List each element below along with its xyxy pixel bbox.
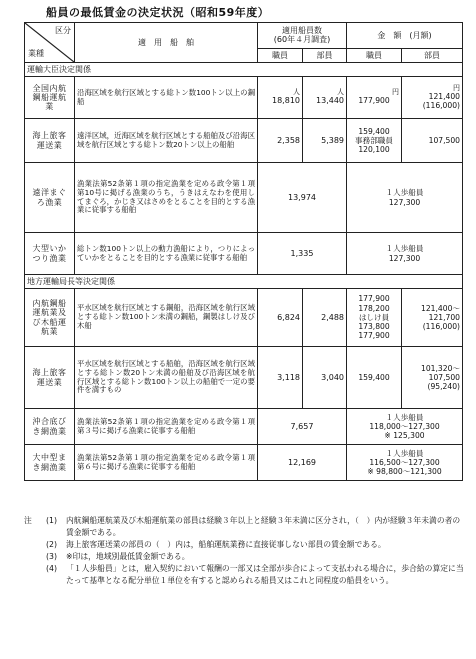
section-label: 地方運輸局長等決定関係	[25, 275, 463, 289]
count-value: 13,440	[316, 96, 345, 106]
header-gyoshu: 業種	[28, 49, 44, 59]
note-text: 「１人歩船員」とは，雇入契約において報酬の一部又は全部が歩合によって支払われる場合に，歩合給の算定に当たって基準となる配分単位１単位を有すると認められる船員又はこれと同程度の船員をいう。	[66, 564, 464, 586]
sector-cell: 沖合底び き網漁業	[25, 409, 75, 445]
note-number: (2)	[46, 540, 58, 550]
sector-cell: 遠洋まぐ ろ漁業	[25, 163, 75, 233]
note-label	[24, 551, 46, 563]
count-merged-cell: 13,974	[258, 163, 347, 233]
count-value: 18,810	[272, 96, 300, 106]
count-buin-cell: 5,389	[303, 119, 347, 163]
note-number: (1)	[46, 516, 58, 525]
header-count: 適用船員数 (60年４月調査)	[258, 23, 347, 49]
note-text: 海上旅客運送業の部員の（ ）内は，船舶運航業務に直接従事しない部員の賃金額である。	[66, 540, 386, 550]
note-number: (3)	[46, 552, 58, 562]
amount-shokuin-cell: 159,400	[347, 347, 402, 409]
sector-cell: 海上旅客 運送業	[25, 119, 75, 163]
note-number: (4)	[46, 564, 58, 574]
header-kubun: 区分	[55, 26, 71, 35]
count-buin-cell: 3,040	[303, 347, 347, 409]
header-count-shokuin: 職員	[258, 49, 303, 63]
sector-cell: 内航鋼船 運航業及 び木船運 航業	[25, 289, 75, 347]
sector-cell: 大型いか つり漁業	[25, 233, 75, 275]
count-merged-cell: 1,335	[258, 233, 347, 275]
note-item	[24, 539, 464, 551]
amount-merged-cell: １人歩船員 118,000〜127,300 ※ 125,300	[347, 409, 463, 445]
ship-cell: 漁業法第52条第１項の指定漁業を定める政令第１項第10号に掲げる漁業のうち，うきはえなわを使用してまぐろ，かじき又はさめをとることを目的とする漁業に従事する船舶	[75, 163, 258, 233]
header-amount-shokuin: 職員	[347, 49, 402, 63]
amount-buin-cell: 121,400〜 121,700 (116,000)	[402, 289, 463, 347]
ship-cell: 総トン数100トン以上の動力漁船により，つりによっていかをとることを目的とする漁業に従事する船舶	[75, 233, 258, 275]
amount-shokuin-cell: 177,900 178,200 はしけ員 173,800 177,900	[347, 289, 402, 347]
amount-merged-cell: １人歩船員 127,300	[347, 163, 463, 233]
amount-buin-cell: 107,500	[402, 119, 463, 163]
amount-shokuin-cell: 159,400 事務部職員 120,100	[347, 119, 402, 163]
ship-cell: 漁業法第52条第１項の指定漁業を定める政令第１項第６号に掲げる漁業に従事する船舶	[75, 445, 258, 481]
unit-yen: 円	[392, 88, 400, 97]
minimum-wage-table	[24, 22, 463, 481]
note-label: 注	[24, 516, 32, 525]
ship-cell: 平水区域を航行区域とする鋼船，沿海区域を航行区域とする総トン数100トン未満の鋼船，鋼製はしけ及び木船	[75, 289, 258, 347]
header-amount: 金 額 (月額)	[347, 23, 463, 49]
note-item	[24, 551, 464, 563]
amount-value: 177,900	[358, 96, 390, 106]
page-title: 船員の最低賃金の決定状況（昭和59年度）	[46, 6, 270, 19]
amount-merged-cell: １人歩船員 127,300	[347, 233, 463, 275]
ship-cell: 沿海区域を航行区域とする総トン数100トン以上の鋼船	[75, 77, 258, 119]
unit-yen: 円	[453, 83, 461, 92]
header-corner-cell	[25, 23, 75, 63]
header-ship: 適 用 船 舶	[75, 23, 258, 63]
amount-merged-cell: １人歩船員 116,500〜127,300 ※ 98,800〜121,300	[347, 445, 463, 481]
notes	[24, 515, 464, 587]
header-amount-buin: 部員	[402, 49, 463, 63]
ship-cell: 漁業法第52条第１項の指定漁業を定める政令第１項第３号に掲げる漁業に従事する船舶	[75, 409, 258, 445]
count-merged-cell: 12,169	[258, 445, 347, 481]
sector-cell: 海上旅客 運送業	[25, 347, 75, 409]
count-shokuin-cell: 2,358	[258, 119, 303, 163]
header-count-buin: 部員	[303, 49, 347, 63]
count-shokuin-cell: 3,118	[258, 347, 303, 409]
sector-cell: 全国内航 鋼船運航 業	[25, 77, 75, 119]
note-label	[24, 539, 46, 551]
ship-cell: 遠洋区域，近海区域を航行区域とする船舶及び沿海区域を航行区域とする総トン数20トン以上の船舶	[75, 119, 258, 163]
amount-buin-cell	[402, 77, 463, 119]
note-label	[24, 563, 46, 587]
ship-cell: 平水区域を航行区域とする船舶，沿海区域を航行区域とする総トン数20トン未満の船舶及び沿海区域を航行区域とする総トン数100トン以上の船舶で一定の要件を満すもの	[75, 347, 258, 409]
note-item	[24, 563, 464, 587]
amount-value: 121,400 (116,000)	[422, 91, 461, 110]
amount-shokuin-cell	[347, 77, 402, 119]
count-shokuin-cell	[258, 77, 303, 119]
note-text: 内航鋼船運航業及び木船運航業の部員は経験３年以上と経験３年未満に区分され，（ ）内が経験３年未満の者の賃金額である。	[66, 516, 461, 538]
section-label: 運輸大臣決定関係	[25, 63, 463, 77]
note-item	[24, 515, 464, 539]
count-buin-cell	[303, 77, 347, 119]
note-text: ※印は，地域別最低賃金額である。	[66, 552, 190, 562]
sector-cell: 大中型ま き網漁業	[25, 445, 75, 481]
count-buin-cell: 2,488	[303, 289, 347, 347]
unit-person: 人	[293, 88, 300, 97]
unit-person: 人	[337, 88, 345, 97]
amount-buin-cell: 101,320〜 107,500 (95,240)	[402, 347, 463, 409]
count-shokuin-cell: 6,824	[258, 289, 303, 347]
count-merged-cell: 7,657	[258, 409, 347, 445]
